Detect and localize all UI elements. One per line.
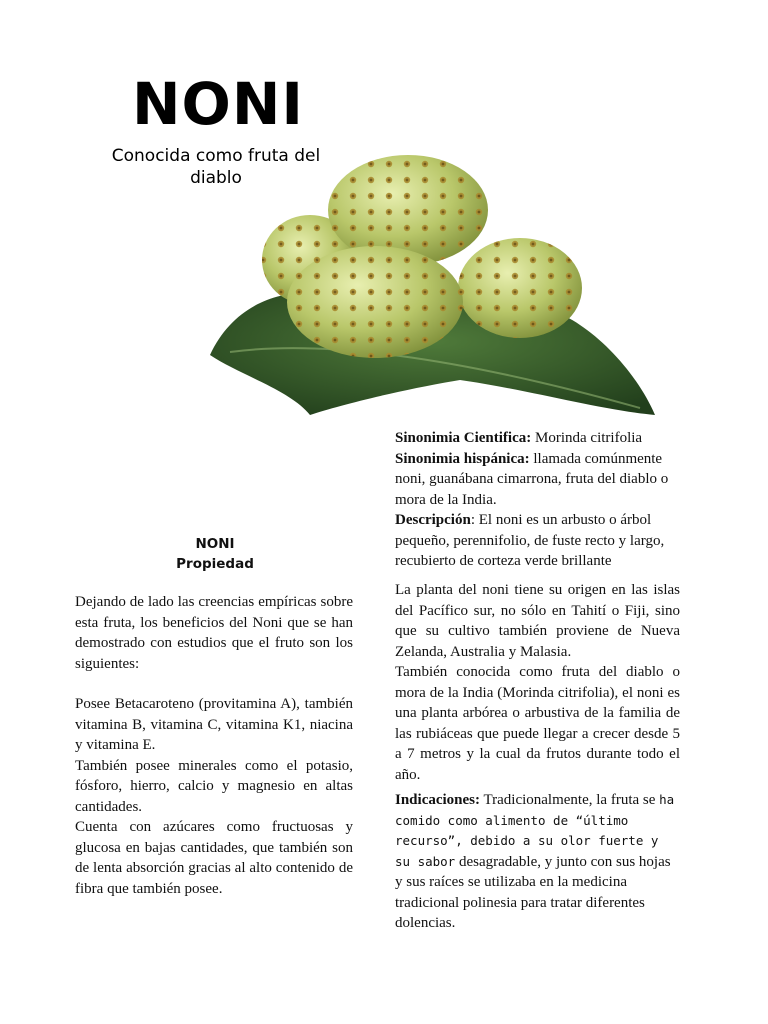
properties-list-block xyxy=(75,694,353,899)
scientific-synonym-value: Morinda citrifolia xyxy=(531,430,643,446)
indications-text-a: Tradicionalmente, la fruta se xyxy=(480,792,656,808)
scientific-synonym xyxy=(395,428,680,449)
properties-paragraph-3: Cuenta con azúcares como fructuosas y glucosa en bajas cantidades, que también son de lenta absorción gracias al alto contenido de fibra que también posee. xyxy=(75,819,353,897)
properties-paragraph-2: También posee minerales como el potasio, fósforo, hierro, calcio y magnesio en altas cantidades. xyxy=(75,757,353,815)
page-title: NONI xyxy=(132,70,304,138)
properties-paragraph-1: Posee Betacaroteno (provitamina A), también vitamina B, vitamina C, vitamina K1, niacina y vitamina E. xyxy=(75,696,353,753)
scientific-synonym-label: Sinonimia Cientifica: xyxy=(395,430,532,446)
properties-intro-block xyxy=(75,592,353,674)
hispanic-synonym-value: llamada comúnmente noni, guanábana cimarrona, fruta del diablo o mora de la India. xyxy=(395,450,669,508)
properties-heading-line-2: Propiedad xyxy=(176,556,254,572)
page-subtitle: Conocida como fruta del diablo xyxy=(111,146,321,188)
hispanic-synonym xyxy=(395,449,680,511)
description-value: : El noni es un arbusto o árbol pequeño, perennifolio, de fuste recto y largo, recubierto de corteza verde brillante xyxy=(395,512,665,569)
synonyms-block xyxy=(395,428,680,572)
noni-fruit-illustration xyxy=(200,140,660,425)
description xyxy=(395,510,680,572)
indications-label: Indicaciones: xyxy=(395,792,481,808)
hispanic-synonym-label: Sinonimia hispánica: xyxy=(395,450,530,467)
properties-heading-line-1: NONI xyxy=(195,536,235,552)
origin-paragraph-2: También conocida como fruta del diablo o mora de la India (Morinda citrifolia), el noni es una planta arbórea o arbustiva de la familia de las rubiáceas que puede llegar a crecer desde 5 a 7 metros y la cual da frutos durante todo el año. xyxy=(395,664,680,783)
indications-text-mono: ha comido como alimento de “último recurso”, debido a su olor fuerte y su sabor xyxy=(395,792,675,869)
indications-block xyxy=(395,790,680,934)
origin-block xyxy=(395,580,680,785)
description-label: Descripción xyxy=(395,512,471,528)
indications-text-b: desagradable, y junto con sus hojas y sus raíces se utilizaba en la medicina tradicional polinesia para tratar diferentes dolencias. xyxy=(395,853,671,931)
properties-intro: Dejando de lado las creencias empíricas sobre esta fruta, los beneficios del Noni que se han demostrado con estudios que el fruto son los siguientes: xyxy=(75,594,353,672)
origin-paragraph-1: La planta del noni tiene su origen en las islas del Pacífico sur, no sólo en Tahití o Fiji, sino que su cultivo también proviene de Nueva Zelanda, Australia y Malasia. xyxy=(395,582,680,660)
indications-paragraph xyxy=(395,790,680,934)
properties-heading xyxy=(140,534,290,574)
